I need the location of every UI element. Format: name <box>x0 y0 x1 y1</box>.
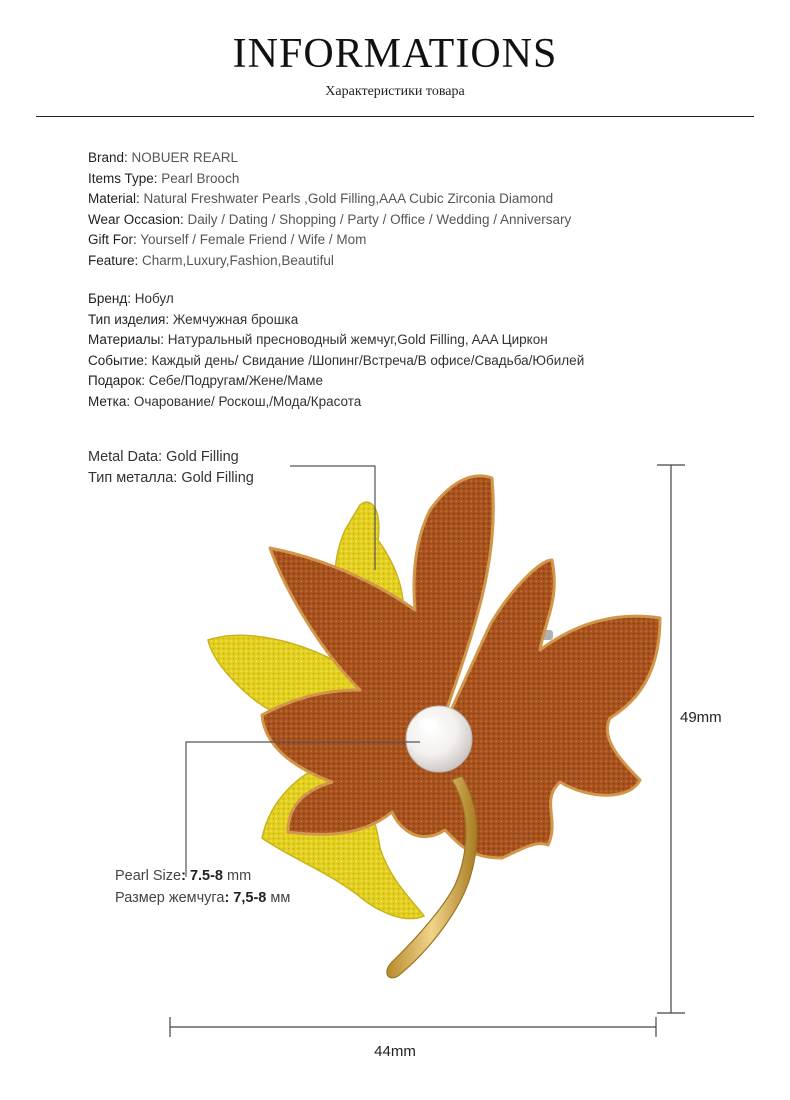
pearl-size-label: Pearl Size <box>115 868 182 884</box>
spec-key: Метка: <box>88 393 131 409</box>
page-subtitle: Характеристики товара <box>325 84 465 99</box>
page-title: INFORMATIONS <box>232 31 558 77</box>
spec-value: Yourself / Female Friend / Wife / Mom <box>136 232 367 248</box>
spec-key: Подарок: <box>88 373 145 389</box>
spec-value: Себе/Подругам/Жене/Маме <box>144 373 323 389</box>
pearl-size-value: : 7.5-8 <box>181 868 224 884</box>
spec-key: Brand: <box>88 150 128 165</box>
metal-data-ru: Тип металла: Gold Filling <box>88 470 254 486</box>
spec-value: Жемчужная брошка <box>169 311 299 327</box>
pearl-size-en <box>115 865 290 887</box>
pearl-size-callout <box>115 865 290 909</box>
width-dimension-label: 44mm <box>374 1043 416 1060</box>
pearl-size-label-ru: Размер жемчуга <box>115 890 225 906</box>
spec-key: Wear Occasion: <box>88 211 184 227</box>
spec-value: Очарование/ Роскош,/Мода/Красота <box>130 393 362 409</box>
pearl <box>406 706 472 772</box>
pearl-size-unit: mm <box>223 868 252 884</box>
spec-key: Items Type: <box>88 170 158 186</box>
metal-data-en: Metal Data: Gold Filling <box>88 449 239 465</box>
spec-key: Материалы: <box>88 332 165 348</box>
spec-value: Натуральный пресноводный жемчуг,Gold Filling, AAA Циркон <box>164 332 548 348</box>
spec-value: Pearl Brooch <box>157 170 240 186</box>
spec-value: Natural Freshwater Pearls ,Gold Filling,AAA Cubic Zirconia Diamond <box>139 191 554 207</box>
pearl-size-value-ru: : 7,5-8 <box>224 890 267 906</box>
spec-key: Бренд: <box>88 291 131 306</box>
spec-value: Daily / Dating / Shopping / Party / Office / Wedding / Anniversary <box>183 211 572 227</box>
pearl-highlight <box>419 718 437 730</box>
spec-value: Каждый день/ Свидание /Шопинг/Встреча/В офисе/Свадьба/Юбилей <box>147 352 585 368</box>
spec-value: Charm,Luxury,Fashion,Beautiful <box>138 252 334 268</box>
spec-key: Feature: <box>88 252 139 268</box>
spec-value: Нобул <box>130 291 174 306</box>
spec-key: Тип изделия: <box>88 311 170 327</box>
spec-key: Событие: <box>88 352 148 368</box>
metal-data-callout <box>88 447 254 489</box>
spec-value: NOBUER REARL <box>127 150 239 165</box>
spec-key: Material: <box>88 191 140 207</box>
height-dimension-label: 49mm <box>680 709 722 726</box>
pearl-size-ru <box>115 887 290 909</box>
pearl-size-unit-ru: мм <box>266 890 291 906</box>
spec-key: Gift For: <box>88 232 137 248</box>
